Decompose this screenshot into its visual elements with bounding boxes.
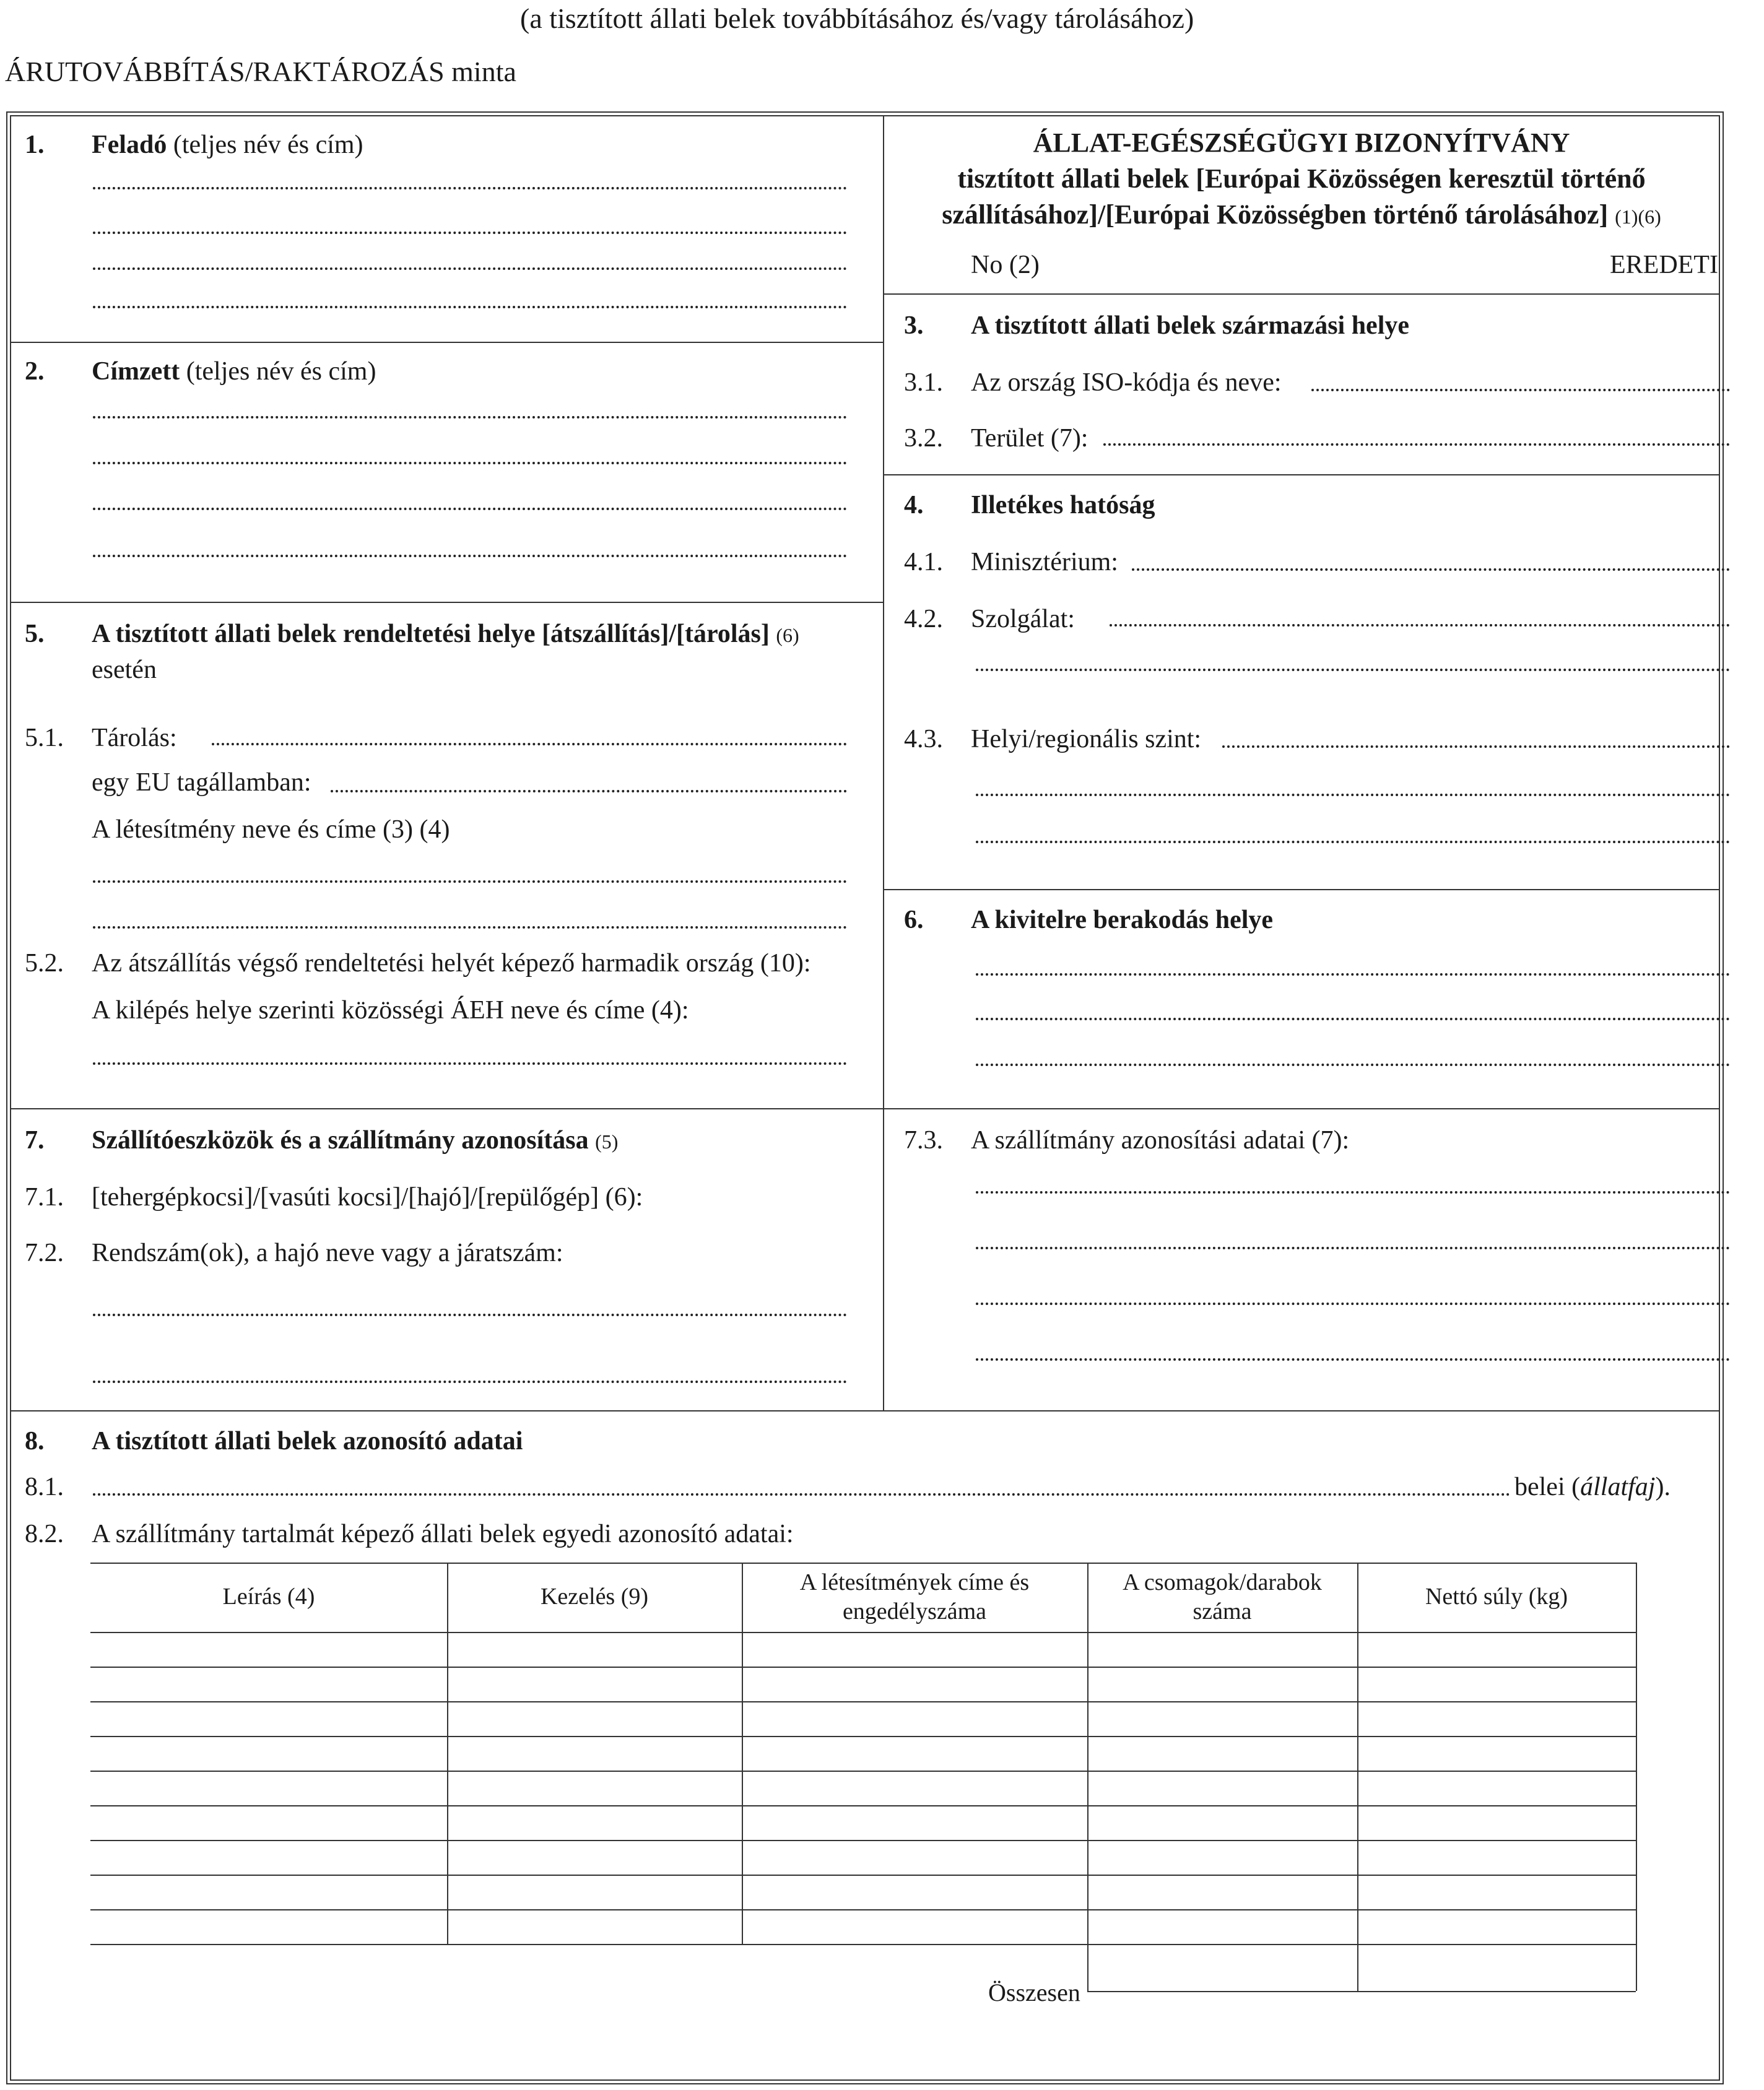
s4-3-number: 4.3. <box>904 725 943 753</box>
s5-title-continuation: esetén <box>92 656 157 684</box>
s8-1-field[interactable] <box>93 1493 1511 1496</box>
table-cell[interactable] <box>92 1772 446 1804</box>
certificate-line-3-text: szállításához]/[Európai Közösségben történő tárolásához] <box>942 199 1609 230</box>
table-cell[interactable] <box>448 1633 741 1665</box>
s5-heading <box>92 619 799 649</box>
table-cell[interactable] <box>1088 1737 1356 1769</box>
table-cell[interactable] <box>743 1633 1086 1665</box>
divider-s2-s5 <box>10 602 883 603</box>
divider-s5-s7 <box>10 1108 1720 1109</box>
total-row-border <box>1636 1944 1637 1991</box>
s8-1-species: állatfaj <box>1580 1473 1656 1501</box>
s3-2-label: Terület (7): <box>971 424 1088 453</box>
certificate-line-3 <box>883 199 1720 231</box>
table-cell[interactable] <box>92 1737 446 1769</box>
s3-1-number: 3.1. <box>904 368 943 397</box>
s3-1-label: Az ország ISO-kódja és neve: <box>971 368 1282 397</box>
table-cell[interactable] <box>1358 1841 1635 1873</box>
s1-title-rest: (teljes név és cím) <box>173 131 363 159</box>
table-cell[interactable] <box>448 1876 741 1908</box>
s7-2-number: 7.2. <box>25 1239 64 1267</box>
s1-heading <box>92 130 363 160</box>
s4-2-label: Szolgálat: <box>971 605 1075 633</box>
s5-1-establishment-field[interactable] <box>93 880 847 883</box>
s3-2-number: 3.2. <box>904 424 943 453</box>
s8-1-suffix-text: belei ( <box>1514 1473 1581 1501</box>
s2-title-rest: (teljes név és cím) <box>186 357 376 386</box>
divider-s1-s2 <box>10 342 883 343</box>
s5-1-establishment-field-2[interactable] <box>93 926 847 929</box>
table-cell[interactable] <box>92 1633 446 1665</box>
table-cell[interactable] <box>1088 1841 1356 1873</box>
s1-line-3[interactable] <box>93 267 847 270</box>
table-header-cell: A csomagok/darabok száma <box>1123 1569 1322 1624</box>
s4-1-number: 4.1. <box>904 548 943 576</box>
s7-2-field-2[interactable] <box>93 1381 847 1383</box>
s5-2-exit-field[interactable] <box>93 1062 847 1065</box>
table-cell[interactable] <box>92 1841 446 1873</box>
table-cell[interactable] <box>92 1668 446 1700</box>
s4-2-field[interactable] <box>1110 624 1730 627</box>
s2-line-4[interactable] <box>93 555 847 557</box>
s5-1-establishment-label: A létesítmény neve és címe (3) (4) <box>92 815 450 844</box>
s7-1-number: 7.1. <box>25 1183 64 1212</box>
s5-1-number: 5.1. <box>25 724 64 752</box>
s4-title: Illetékes hatóság <box>971 491 1155 519</box>
s5-number: 5. <box>25 620 45 648</box>
model-title: ÁRUTOVÁBBÍTÁS/RAKTÁROZÁS minta <box>5 56 516 87</box>
table-cell[interactable] <box>448 1841 741 1873</box>
s4-3-field-2[interactable] <box>976 794 1730 796</box>
s1-line-2[interactable] <box>93 232 847 234</box>
column-divider <box>883 115 884 1410</box>
table-cell[interactable] <box>1358 1668 1635 1700</box>
table-cell[interactable] <box>1358 1702 1635 1735</box>
table-header-cell: Kezelés (9) <box>540 1584 649 1610</box>
table-cell[interactable] <box>92 1876 446 1908</box>
s5-title-note: (6) <box>776 624 799 646</box>
table-cell[interactable] <box>1358 1737 1635 1769</box>
s8-2-label: A szállítmány tartalmát képező állati belek egyedi azonosító adatai: <box>92 1520 794 1548</box>
s3-title: A tisztított állati belek származási helye <box>971 311 1410 340</box>
table-header-cell: Nettó súly (kg) <box>1425 1584 1568 1610</box>
s2-line-3[interactable] <box>93 508 847 510</box>
s6-field-1[interactable] <box>976 973 1730 976</box>
s2-title: Címzett <box>92 357 180 386</box>
s2-line-2[interactable] <box>93 462 847 464</box>
s4-3-field-3[interactable] <box>976 841 1730 843</box>
table-cell[interactable] <box>92 1910 446 1943</box>
divider-s7-s8 <box>10 1410 1720 1411</box>
table-cell[interactable] <box>743 1841 1086 1873</box>
s1-line-1[interactable] <box>93 187 847 189</box>
table-cell[interactable] <box>1088 1806 1356 1839</box>
table-cell[interactable] <box>1088 1702 1356 1735</box>
s8-number: 8. <box>25 1427 45 1455</box>
s4-3-field[interactable] <box>1222 745 1730 748</box>
s5-1-member-state-field[interactable] <box>331 790 847 792</box>
s7-3-label: A szállítmány azonosítási adatai (7): <box>971 1126 1350 1155</box>
divider-s4-s6 <box>883 889 1720 890</box>
table-header-cell: Leírás (4) <box>222 1584 315 1610</box>
s1-line-4[interactable] <box>93 306 847 308</box>
table-cell[interactable] <box>743 1910 1086 1943</box>
table-cell[interactable] <box>448 1668 741 1700</box>
s4-number: 4. <box>904 491 924 519</box>
s5-1-member-state-label: egy EU tagállamban: <box>92 768 311 797</box>
s6-title: A kivitelre berakodás helye <box>971 906 1274 934</box>
s2-number: 2. <box>25 357 45 386</box>
s3-2-field[interactable] <box>1103 443 1730 446</box>
s7-3-field-1[interactable] <box>976 1191 1730 1194</box>
s7-1-label: [tehergépkocsi]/[vasúti kocsi]/[hajó]/[repülőgép] (6): <box>92 1183 643 1212</box>
table-cell[interactable] <box>1088 1633 1356 1665</box>
certificate-notes: (1)(6) <box>1615 206 1661 228</box>
s6-field-3[interactable] <box>976 1064 1730 1066</box>
divider-cert-s3 <box>883 293 1720 295</box>
s3-number: 3. <box>904 311 924 340</box>
s8-title: A tisztított állati belek azonosító adatai <box>92 1427 523 1455</box>
table-cell[interactable] <box>743 1806 1086 1839</box>
form-subtitle: (a tisztított állati belek továbbításához és/vagy tárolásához) <box>520 2 1194 34</box>
table-cell[interactable] <box>448 1772 741 1804</box>
table-cell[interactable] <box>1358 1806 1635 1839</box>
table-cell[interactable] <box>92 1806 446 1839</box>
s3-1-field[interactable] <box>1311 389 1730 391</box>
table-cell[interactable] <box>448 1806 741 1839</box>
s4-1-label: Minisztérium: <box>971 548 1118 576</box>
total-packages-cell[interactable] <box>1088 1945 1356 1990</box>
s7-heading <box>92 1125 618 1155</box>
s7-3-field-3[interactable] <box>976 1303 1730 1305</box>
s6-field-2[interactable] <box>976 1018 1730 1020</box>
s5-title: A tisztított állati belek rendeltetési helye [átszállítás]/[tárolás] <box>92 620 770 648</box>
certificate-original: EREDETI <box>1610 251 1718 279</box>
s7-2-field-1[interactable] <box>93 1314 847 1316</box>
s2-heading <box>92 357 376 386</box>
s4-2-number: 4.2. <box>904 605 943 633</box>
s8-2-number: 8.2. <box>25 1520 64 1548</box>
table-cell[interactable] <box>448 1737 741 1769</box>
certificate-number-label: No (2) <box>971 251 1040 279</box>
table-cell[interactable] <box>743 1876 1086 1908</box>
total-row-bottom-border <box>1087 1991 1636 1992</box>
s7-3-field-2[interactable] <box>976 1247 1730 1249</box>
certificate-title: ÁLLAT-EGÉSZSÉGÜGYI BIZONYÍTVÁNY <box>1033 128 1570 158</box>
table-header-cell: A létesítmények címe és engedélyszáma <box>799 1569 1030 1624</box>
table-cell[interactable] <box>1358 1633 1635 1665</box>
s4-1-field[interactable] <box>1132 568 1730 571</box>
table-cell[interactable] <box>92 1702 446 1735</box>
table-cell[interactable] <box>743 1702 1086 1735</box>
table-cell[interactable] <box>1358 1876 1635 1908</box>
s5-2-label: Az átszállítás végső rendeltetési helyét képező harmadik ország (10): <box>92 949 811 978</box>
s1-title: Feladó <box>92 131 167 159</box>
s8-1-suffix-close: ). <box>1655 1473 1671 1501</box>
s8-1-suffix <box>1514 1472 1671 1502</box>
s7-title-note: (5) <box>595 1130 619 1153</box>
s7-3-field-4[interactable] <box>976 1358 1730 1361</box>
table-cell[interactable] <box>448 1910 741 1943</box>
total-weight-cell[interactable] <box>1358 1945 1635 1990</box>
table-right-border <box>1636 1563 1637 1944</box>
table-cell[interactable] <box>1088 1876 1356 1908</box>
s6-number: 6. <box>904 906 924 934</box>
certificate-line-2: tisztított állati belek [Európai Közösségen keresztül történő <box>957 163 1646 194</box>
s7-number: 7. <box>25 1126 45 1155</box>
table-cell[interactable] <box>743 1737 1086 1769</box>
table-cell[interactable] <box>743 1772 1086 1804</box>
table-cell[interactable] <box>1088 1910 1356 1943</box>
s2-line-1[interactable] <box>93 416 847 418</box>
s7-3-number: 7.3. <box>904 1126 943 1155</box>
s5-1-field[interactable] <box>212 743 847 745</box>
s5-2-number: 5.2. <box>25 949 64 978</box>
table-total-label: Összesen <box>988 1979 1080 2006</box>
s7-2-label: Rendszám(ok), a hajó neve vagy a járatszám: <box>92 1239 563 1267</box>
table-cell[interactable] <box>1088 1668 1356 1700</box>
table-cell[interactable] <box>743 1668 1086 1700</box>
s5-2-exit-label: A kilépés helye szerinti közösségi ÁEH neve és címe (4): <box>92 996 689 1025</box>
table-cell[interactable] <box>1358 1772 1635 1804</box>
s5-1-label: Tárolás: <box>92 724 177 752</box>
table-cell[interactable] <box>448 1702 741 1735</box>
divider-s3-s4 <box>883 474 1720 475</box>
s4-3-label: Helyi/regionális szint: <box>971 725 1202 753</box>
s1-number: 1. <box>25 131 45 159</box>
s7-title: Szállítóeszközök és a szállítmány azonosítása <box>92 1126 589 1155</box>
s4-2-field-2[interactable] <box>976 669 1730 671</box>
table-cell[interactable] <box>1088 1772 1356 1804</box>
s8-1-number: 8.1. <box>25 1473 64 1501</box>
table-cell[interactable] <box>1358 1910 1635 1943</box>
